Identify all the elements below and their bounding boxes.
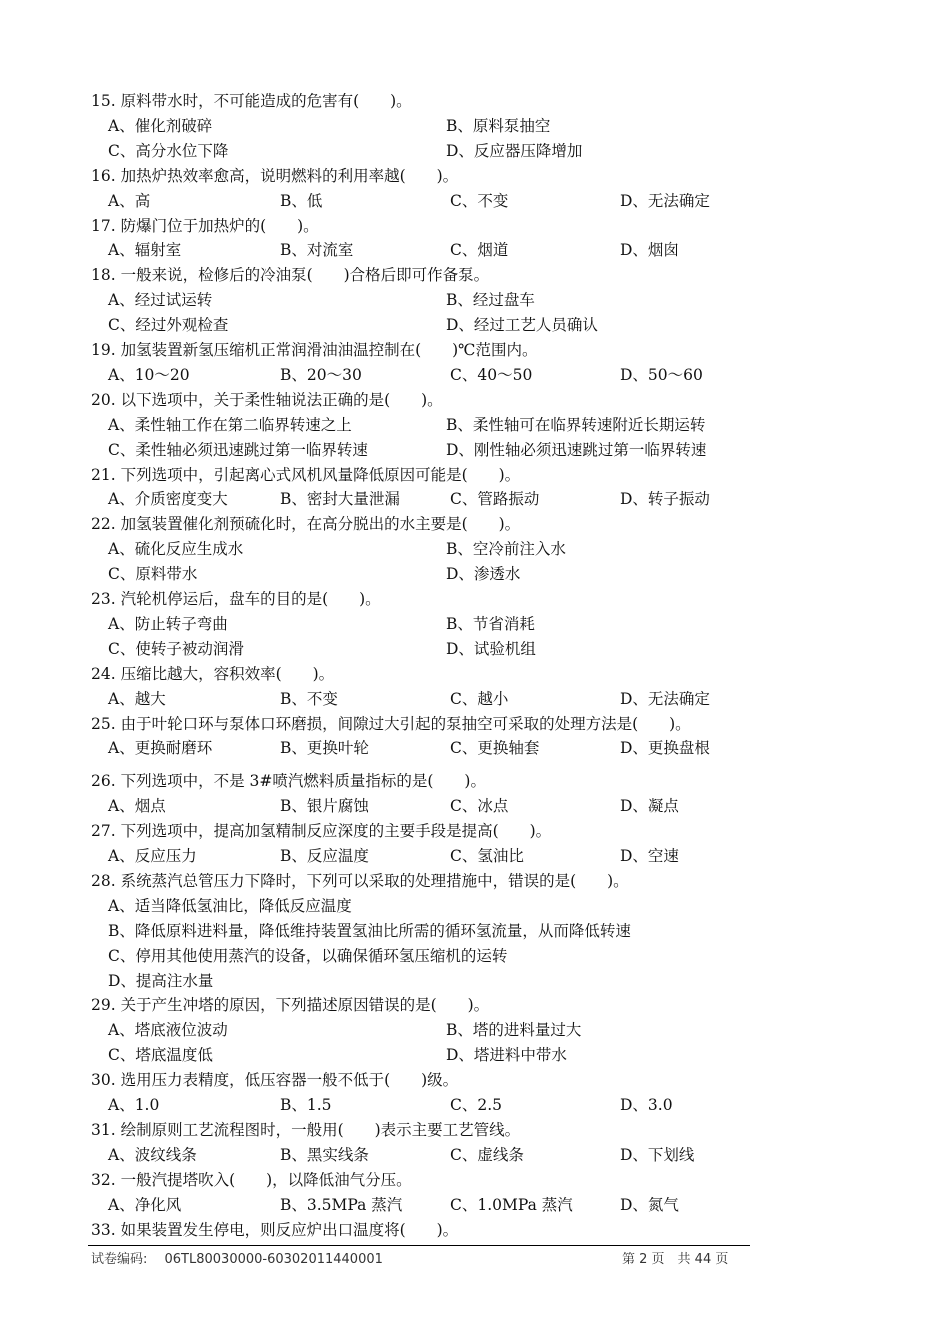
text-line	[0, 1068, 950, 1093]
option: B、银片腐蚀	[280, 797, 369, 816]
option: B、经过盘车	[446, 291, 535, 310]
footer-divider	[88, 1245, 750, 1246]
question-stem: 18. 一般来说，检修后的冷油泵( )合格后即可作备泵。	[91, 266, 490, 285]
option: C、越小	[450, 689, 509, 708]
text-line	[0, 769, 950, 794]
text-line	[0, 413, 950, 438]
option: C、1.0MPa 蒸汽	[450, 1195, 573, 1214]
text-line	[0, 562, 950, 587]
option: D、刚性轴必须迅速跳过第一临界转速	[446, 440, 707, 459]
option: B、空冷前注入水	[446, 540, 566, 559]
option: A、催化剂破碎	[108, 116, 213, 135]
option: B、反应温度	[280, 847, 369, 865]
option: C、冰点	[450, 797, 509, 816]
text-line	[0, 637, 950, 662]
text-line	[0, 512, 950, 537]
option: B、低	[280, 191, 323, 210]
option: D、塔进料中带水	[446, 1046, 567, 1065]
option: D、烟囱	[620, 241, 679, 260]
text-line	[0, 894, 950, 919]
option: B、降低原料进料量，降低维持装置氢油比所需的循环氢流量，从而降低转速	[108, 921, 631, 940]
option: B、1.5	[280, 1096, 332, 1114]
option: A、更换耐磨环	[108, 739, 213, 758]
text-line	[0, 969, 950, 994]
option: B、20～30	[280, 365, 362, 384]
text-line	[0, 89, 950, 114]
option: D、反应器压降增加	[446, 141, 583, 160]
question-stem: 16. 加热炉热效率愈高，说明燃料的利用率越( )。	[91, 166, 459, 185]
option: B、密封大量泄漏	[280, 490, 400, 509]
option: B、黑实线条	[280, 1145, 369, 1164]
text-line	[0, 1143, 950, 1168]
option: D、无法确定	[620, 689, 710, 708]
option: A、1.0	[108, 1096, 160, 1114]
option: B、对流室	[280, 241, 354, 260]
text-line	[0, 388, 950, 413]
question-stem: 33. 如果装置发生停电，则反应炉出口温度将( )。	[91, 1220, 459, 1239]
exam-code: 试卷编码: 06TL80030000-60302011440001	[91, 1252, 383, 1267]
question-stem: 21. 下列选项中，引起离心式风机风量降低原因可能是( )。	[91, 465, 521, 484]
option: D、转子振动	[620, 490, 710, 509]
option: A、10～20	[108, 365, 190, 384]
option: A、高	[108, 191, 151, 210]
text-line	[0, 1018, 950, 1043]
option: A、净化风	[108, 1195, 182, 1214]
text-line	[0, 537, 950, 562]
option: B、原料泵抽空	[446, 116, 551, 135]
option: C、40～50	[450, 365, 533, 384]
text-line	[0, 944, 950, 969]
option: C、虚线条	[450, 1145, 524, 1164]
text-line	[0, 114, 950, 139]
option: D、试验机组	[446, 639, 536, 658]
option: C、使转子被动润滑	[108, 639, 244, 658]
option: A、越大	[108, 689, 166, 708]
page-number: 第 2 页 共 44 页	[622, 1252, 729, 1267]
option: D、渗透水	[446, 565, 521, 584]
text-line	[0, 794, 950, 819]
option: D、氮气	[620, 1195, 679, 1214]
question-stem: 24. 压缩比越大，容积效率( )。	[91, 664, 335, 683]
option: A、反应压力	[108, 847, 197, 865]
option: D、经过工艺人员确认	[446, 316, 598, 335]
text-line	[0, 189, 950, 214]
text-line	[0, 139, 950, 164]
question-stem: 15. 原料带水时，不可能造成的危害有( )。	[91, 92, 412, 110]
option: A、适当降低氢油比，降低反应温度	[108, 896, 352, 915]
text-line	[0, 214, 950, 239]
option: B、3.5MPa 蒸汽	[280, 1195, 403, 1214]
option: A、烟点	[108, 797, 166, 816]
text-line	[0, 1043, 950, 1068]
text-line	[0, 919, 950, 944]
option: C、塔底温度低	[108, 1046, 213, 1065]
option: A、经过试运转	[108, 291, 213, 310]
question-stem: 19. 加氢装置新氢压缩机正常润滑油油温控制在( )℃范围内。	[91, 341, 538, 359]
option: C、柔性轴必须迅速跳过第一临界转速	[108, 440, 368, 459]
text-line	[0, 463, 950, 488]
text-line	[0, 844, 950, 869]
option: D、提高注水量	[108, 971, 214, 990]
question-stem: 29. 关于产生冲塔的原因，下列描述原因错误的是( )。	[91, 996, 490, 1015]
option: B、不变	[280, 689, 338, 708]
text-line	[0, 612, 950, 637]
text-line	[0, 164, 950, 189]
text-line	[0, 687, 950, 712]
option: D、50～60	[620, 365, 703, 384]
option: D、3.0	[620, 1096, 673, 1114]
option: A、柔性轴工作在第二临界转速之上	[108, 415, 352, 434]
text-line	[0, 1218, 950, 1243]
option: C、不变	[450, 191, 509, 210]
option: C、高分水位下降	[108, 141, 229, 160]
option: C、氢油比	[450, 847, 524, 865]
option: C、烟道	[450, 241, 509, 260]
text-line	[0, 819, 950, 844]
text-line	[0, 487, 950, 512]
option: D、凝点	[620, 797, 679, 816]
question-stem: 23. 汽轮机停运后，盘车的目的是( )。	[91, 590, 381, 608]
option: A、硫化反应生成水	[108, 540, 244, 559]
text-line	[0, 313, 950, 338]
question-stem: 32. 一般汽提塔吹入( )，以降低油气分压。	[91, 1170, 412, 1189]
option: C、更换轴套	[450, 739, 540, 758]
question-stem: 22. 加氢装置催化剂预硫化时，在高分脱出的水主要是( )。	[91, 515, 521, 534]
option: A、介质密度变大	[108, 490, 228, 509]
option: A、塔底液位波动	[108, 1021, 228, 1040]
option: D、无法确定	[620, 191, 710, 210]
text-line	[0, 1193, 950, 1218]
question-stem: 28. 系统蒸汽总管压力下降时，下列可以采取的处理措施中，错误的是( )。	[91, 871, 629, 890]
question-stem: 31. 绘制原则工艺流程图时，一般用( )表示主要工艺管线。	[91, 1120, 521, 1139]
text-line	[0, 1168, 950, 1193]
text-line	[0, 1093, 950, 1118]
text-line	[0, 712, 950, 737]
text-line	[0, 662, 950, 687]
option: A、防止转子弯曲	[108, 614, 228, 633]
text-line	[0, 869, 950, 894]
text-line	[0, 736, 950, 761]
option: C、2.5	[450, 1096, 503, 1114]
question-stem: 27. 下列选项中，提高加氢精制反应深度的主要手段是提高( )。	[91, 822, 552, 841]
option: A、波纹线条	[108, 1145, 197, 1164]
text-line	[0, 587, 950, 612]
option: A、辐射室	[108, 241, 182, 260]
text-line	[0, 238, 950, 263]
option: B、塔的进料量过大	[446, 1021, 582, 1040]
text-line	[0, 993, 950, 1018]
text-line	[0, 363, 950, 388]
text-line	[0, 338, 950, 363]
option: D、下划线	[620, 1145, 695, 1164]
option: C、原料带水	[108, 565, 198, 584]
question-stem: 30. 选用压力表精度，低压容器一般不低于( )级。	[91, 1071, 459, 1090]
text-line	[0, 438, 950, 463]
option: C、停用其他使用蒸汽的设备，以确保循环氢压缩机的运转	[108, 946, 508, 965]
option: B、柔性轴可在临界转速附近长期运转	[446, 415, 706, 434]
question-stem: 20. 以下选项中，关于柔性轴说法正确的是( )。	[91, 390, 443, 409]
text-line	[0, 288, 950, 313]
option: D、更换盘根	[620, 739, 710, 758]
text-line	[0, 263, 950, 288]
option: D、空速	[620, 847, 679, 865]
question-stem: 26. 下列选项中，不是 3#喷汽燃料质量指标的是( )。	[91, 772, 486, 791]
question-stem: 25. 由于叶轮口环与泵体口环磨损，间隙过大引起的泵抽空可采取的处理方法是( )。	[91, 714, 691, 733]
option: C、经过外观检查	[108, 316, 229, 335]
option: B、节省消耗	[446, 614, 535, 633]
question-stem: 17. 防爆门位于加热炉的( )。	[91, 216, 319, 235]
text-line	[0, 1118, 950, 1143]
option: C、管路振动	[450, 490, 540, 509]
option: B、更换叶轮	[280, 739, 369, 758]
